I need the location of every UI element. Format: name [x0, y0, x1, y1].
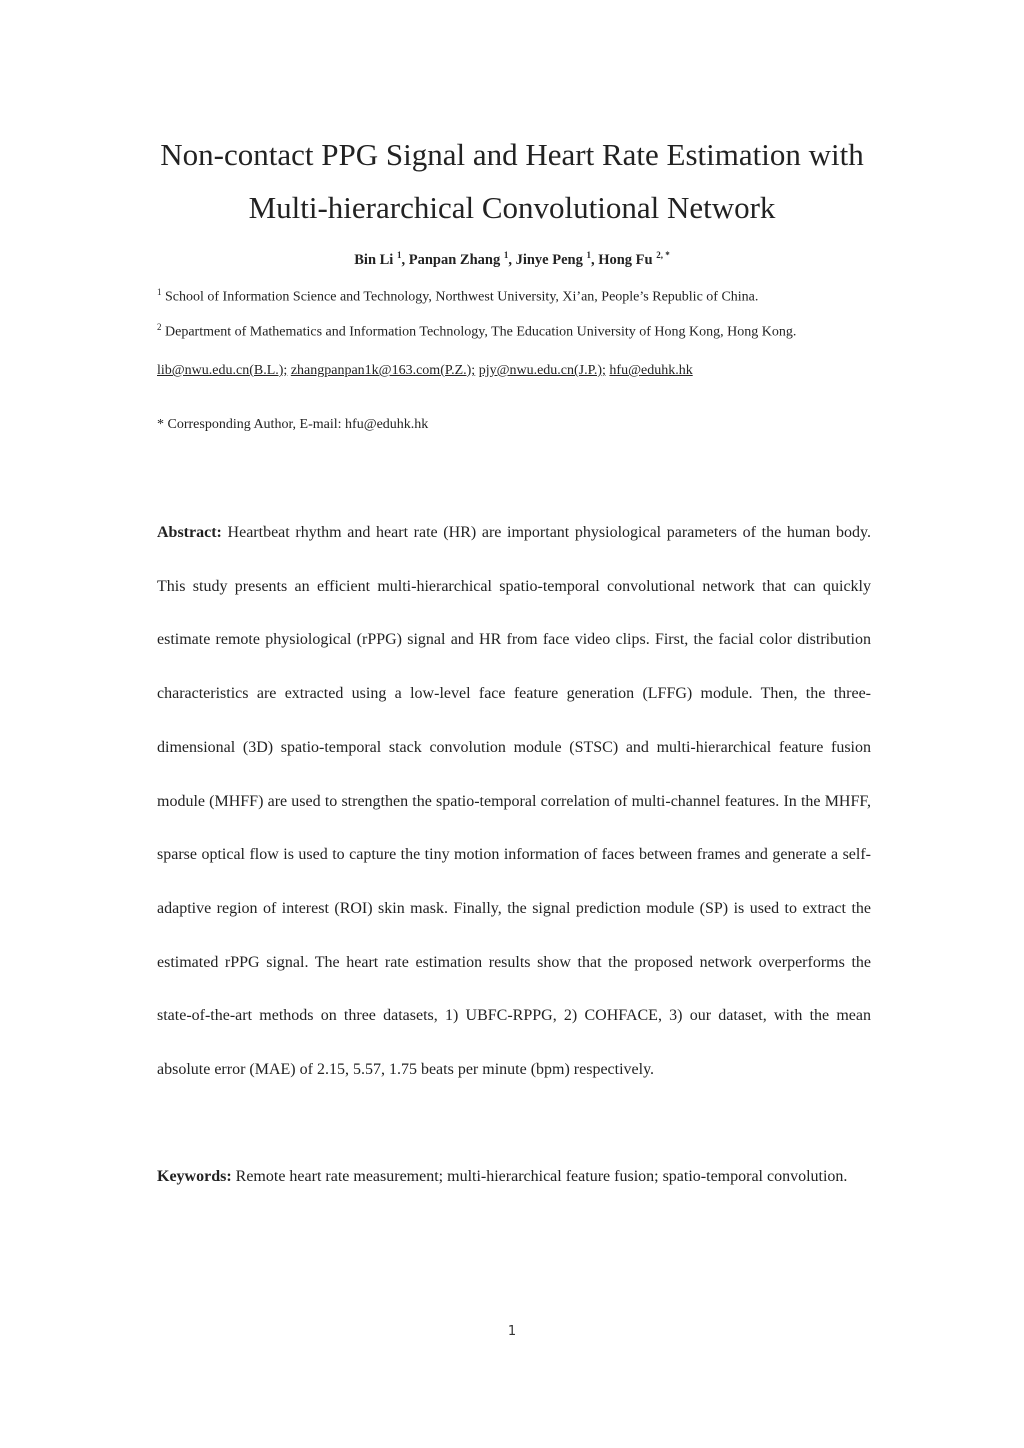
keywords-section	[157, 1150, 871, 1204]
paper-title	[0, 128, 1024, 234]
author-name: Panpan Zhang	[408, 251, 501, 268]
title-line-2: Multi-hierarchical Convolutional Network	[248, 190, 776, 225]
author-name: Bin Li	[354, 251, 394, 268]
author-affil-sup: 1	[586, 250, 591, 260]
email-link[interactable]: lib@nwu.edu.cn	[157, 363, 250, 378]
affiliation-1	[157, 287, 758, 306]
affiliation-sup: 2	[157, 322, 162, 332]
email-tag: (P.Z.);	[440, 363, 476, 378]
abstract-text: Heartbeat rhythm and heart rate (HR) are important physiological parameters of the human body. This study presents an efficient multi-hierarchical spatio-temporal convolutional network that can quickly estimate remote physiological (rPPG) signal and HR from face video clips. First, the facial color distribution characteristics are extracted using a low-level face feature generation (LFFG) module. Then, the three-dimensional (3D) spatio-temporal stack convolution module (STSC) and multi-hierarchical feature fusion module (MHFF) are used to strengthen the spatio-temporal correlation of multi-channel features. In the MHFF, sparse optical flow is used to capture the tiny motion information of faces between frames and generate a self-adaptive region of interest (ROI) skin mask. Finally, the signal prediction module (SP) is used to extract the estimated rPPG signal. The heart rate estimation results show that the proposed network overperforms the state-of-the-art methods on three datasets, 1) UBFC-RPPG, 2) COHFACE, 3) our dataset, with the mean absolute error (MAE) of 2.15, 5.57, 1.75 beats per minute (bpm) respectively.	[157, 524, 872, 1079]
abstract-label: Abstract:	[157, 524, 222, 541]
affiliation-2	[157, 322, 796, 341]
page-number: 1	[507, 1324, 517, 1339]
keywords-label: Keywords:	[157, 1168, 232, 1185]
email-link[interactable]: pjy@nwu.edu.cn	[478, 363, 575, 378]
abstract-section	[157, 506, 871, 1097]
email-tag: (J.P.);	[574, 363, 606, 378]
email-link[interactable]: zhangpanpan1k@163.com	[290, 363, 441, 378]
corresponding-author: * Corresponding Author, E-mail: hfu@eduhk.hk	[157, 417, 429, 432]
affiliation-text: Department of Mathematics and Information Technology, The Education University of Hong Kong, Hong Kong.	[165, 324, 797, 340]
author-sep: ,	[401, 251, 409, 268]
email-list	[157, 363, 693, 379]
keywords-text: Remote heart rate measurement; multi-hierarchical feature fusion; spatio-temporal convolution.	[235, 1168, 848, 1185]
email-link[interactable]: hfu@eduhk.hk	[609, 363, 693, 378]
email-tag: (B.L.);	[249, 363, 288, 378]
affiliation-sup: 1	[157, 287, 162, 297]
title-line-1: Non-contact PPG Signal and Heart Rate Estimation with	[160, 137, 864, 172]
author-sep: ,	[508, 251, 516, 268]
author-affil-sup: 1	[396, 250, 402, 260]
author-name: Hong Fu	[598, 251, 653, 268]
author-sep: ,	[590, 251, 599, 268]
author-name: Jinye Peng	[515, 251, 583, 268]
author-affil-sup: 2, *	[656, 250, 670, 260]
author-list	[0, 250, 1024, 269]
affiliation-text: School of Information Science and Technology, Northwest University, Xi’an, People’s Republic of China.	[165, 289, 759, 305]
author-affil-sup: 1	[503, 250, 509, 260]
